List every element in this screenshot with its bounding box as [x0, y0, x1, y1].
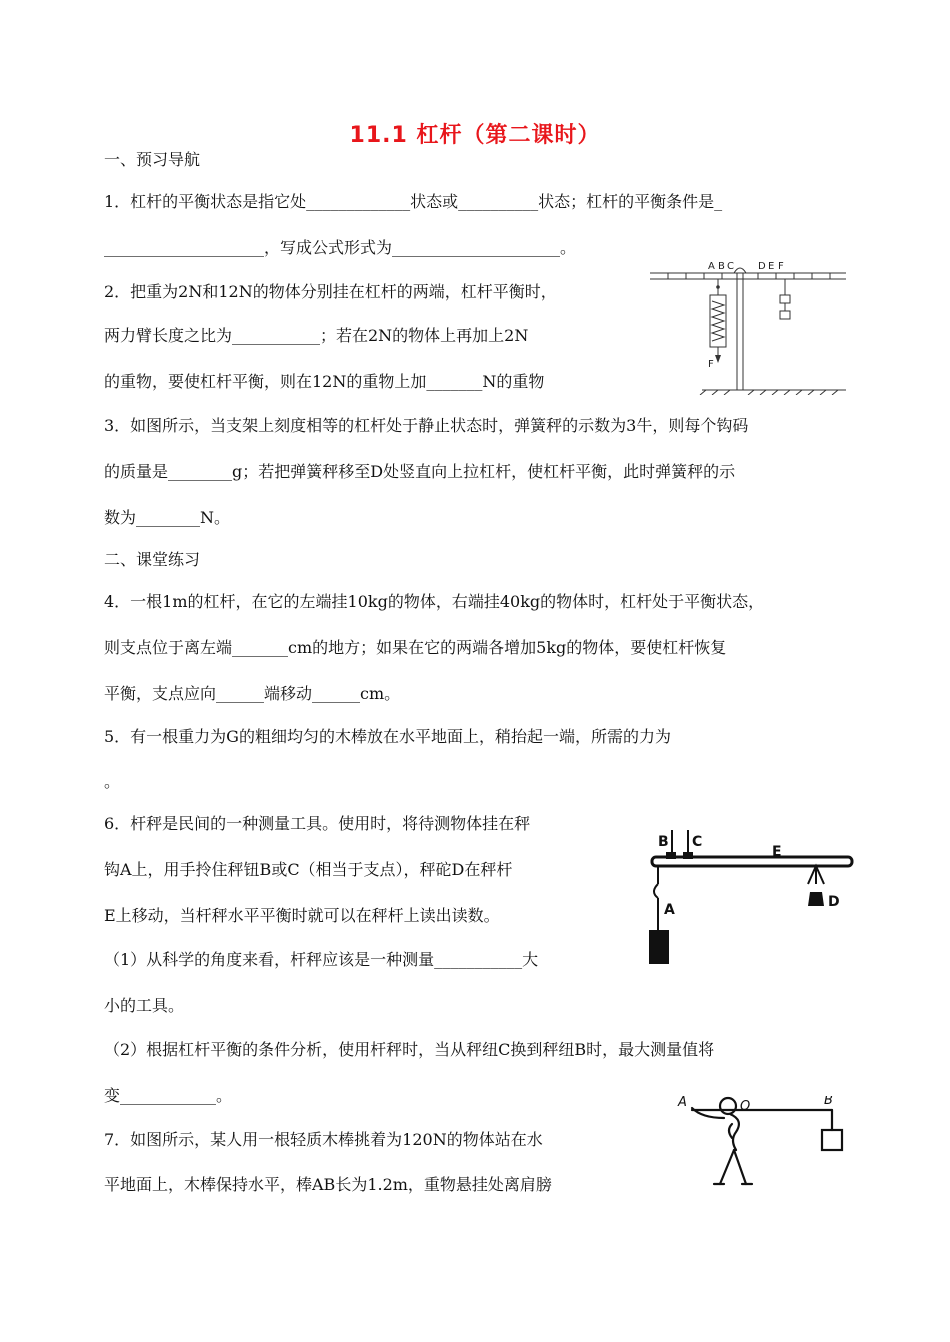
- question-3-line-3: 数为________N。: [104, 508, 231, 527]
- figure-label-o: O: [740, 1099, 751, 1114]
- question-1-line-2: ____________________，写成公式形式为_____________________。: [104, 238, 577, 257]
- question-3-line-1: 3．如图所示，当支架上刻度相等的杠杆处于静止状态时，弹簧秤的示数为3牛，则每个钩码: [104, 416, 749, 435]
- lever-label-f: F: [778, 261, 784, 272]
- section-heading-preview: 一、预习导航: [104, 150, 201, 169]
- lever-label-c: C: [727, 261, 734, 272]
- question-4-line-3: 平衡，支点应向______端移动______cm。: [104, 684, 401, 703]
- question-2-line-2: 两力臂长度之比为___________；若在2N的物体上再加上2N: [104, 326, 529, 345]
- question-7-line-2: 平地面上，木棒保持水平，棒AB长为1.2m，重物悬挂处离肩膀: [104, 1175, 552, 1194]
- page-title: 11.1 杠杆（第二课时）: [349, 123, 601, 148]
- steelyard-label-e: E: [772, 844, 782, 860]
- question-6-line-1: 6．杆秤是民间的一种测量工具。使用时，将待测物体挂在秤: [104, 814, 531, 833]
- question-2-line-1: 2．把重为2N和12N的物体分别挂在杠杆的两端，杠杆平衡时，: [104, 282, 557, 301]
- section-heading-practice: 二、课堂练习: [104, 550, 201, 569]
- lever-label-a: A: [708, 261, 715, 272]
- figure-label-a: A: [678, 1096, 687, 1110]
- question-6-line-2: 钩A上，用手拎住秤钮B或C（相当于支点），秤砣D在秤杆: [104, 860, 513, 879]
- question-5-line-2: 。: [104, 772, 121, 791]
- question-6-part-2-line-2: 变____________。: [104, 1086, 233, 1105]
- question-3-line-2: 的质量是________g；若把弹簧秤移至D处竖直向上拉杠杆，使杠杆平衡，此时弹簧秤的示: [104, 462, 736, 481]
- figure-label-b: B: [824, 1096, 833, 1108]
- question-4-line-2: 则支点位于离左端_______cm的地方；如果在它的两端各增加5kg的物体，要使杠杆恢复: [104, 638, 727, 657]
- question-6-line-3: E上移动，当杆秤水平平衡时就可以在秤杆上读出读数。: [104, 906, 500, 925]
- question-7-line-1: 7．如图所示，某人用一根轻质木棒挑着为120N的物体站在水: [104, 1130, 543, 1149]
- question-2-line-3: 的重物，要使杠杆平衡，则在12N的重物上加_______N的重物: [104, 372, 545, 391]
- steelyard-figure: [636, 822, 856, 970]
- steelyard-label-c: C: [692, 834, 703, 850]
- steelyard-label-b: B: [658, 834, 669, 850]
- question-4-line-1: 4．一根1m的杠杆，在它的左端挂10kg的物体，右端挂40kg的物体时，杠杆处于平衡状态，: [104, 592, 765, 611]
- question-1-line-1: 1．杠杆的平衡状态是指它处_____________状态或__________状态；杠杆的平衡条件是_: [104, 192, 723, 211]
- person-stick-figure: [674, 1096, 850, 1192]
- question-6-part-1-line-2: 小的工具。: [104, 996, 185, 1015]
- lever-label-e: E: [768, 261, 775, 272]
- steelyard-label-a: A: [664, 902, 675, 918]
- question-5-line-1: 5．有一根重力为G的粗细均匀的木棒放在水平地面上，稍抬起一端，所需的力为: [104, 727, 671, 746]
- question-6-part-2-line-1: （2）根据杠杆平衡的条件分析，使用杆秤时，当从秤纽C换到秤纽B时，最大测量值将: [104, 1040, 715, 1059]
- lever-stand-figure: [646, 255, 850, 395]
- lever-label-d: D: [758, 261, 766, 272]
- force-label: F: [708, 359, 714, 370]
- lever-label-b: B: [718, 261, 725, 272]
- question-6-part-1-line-1: （1）从科学的角度来看，杆秤应该是一种测量___________大: [104, 950, 539, 969]
- steelyard-label-d: D: [828, 894, 840, 910]
